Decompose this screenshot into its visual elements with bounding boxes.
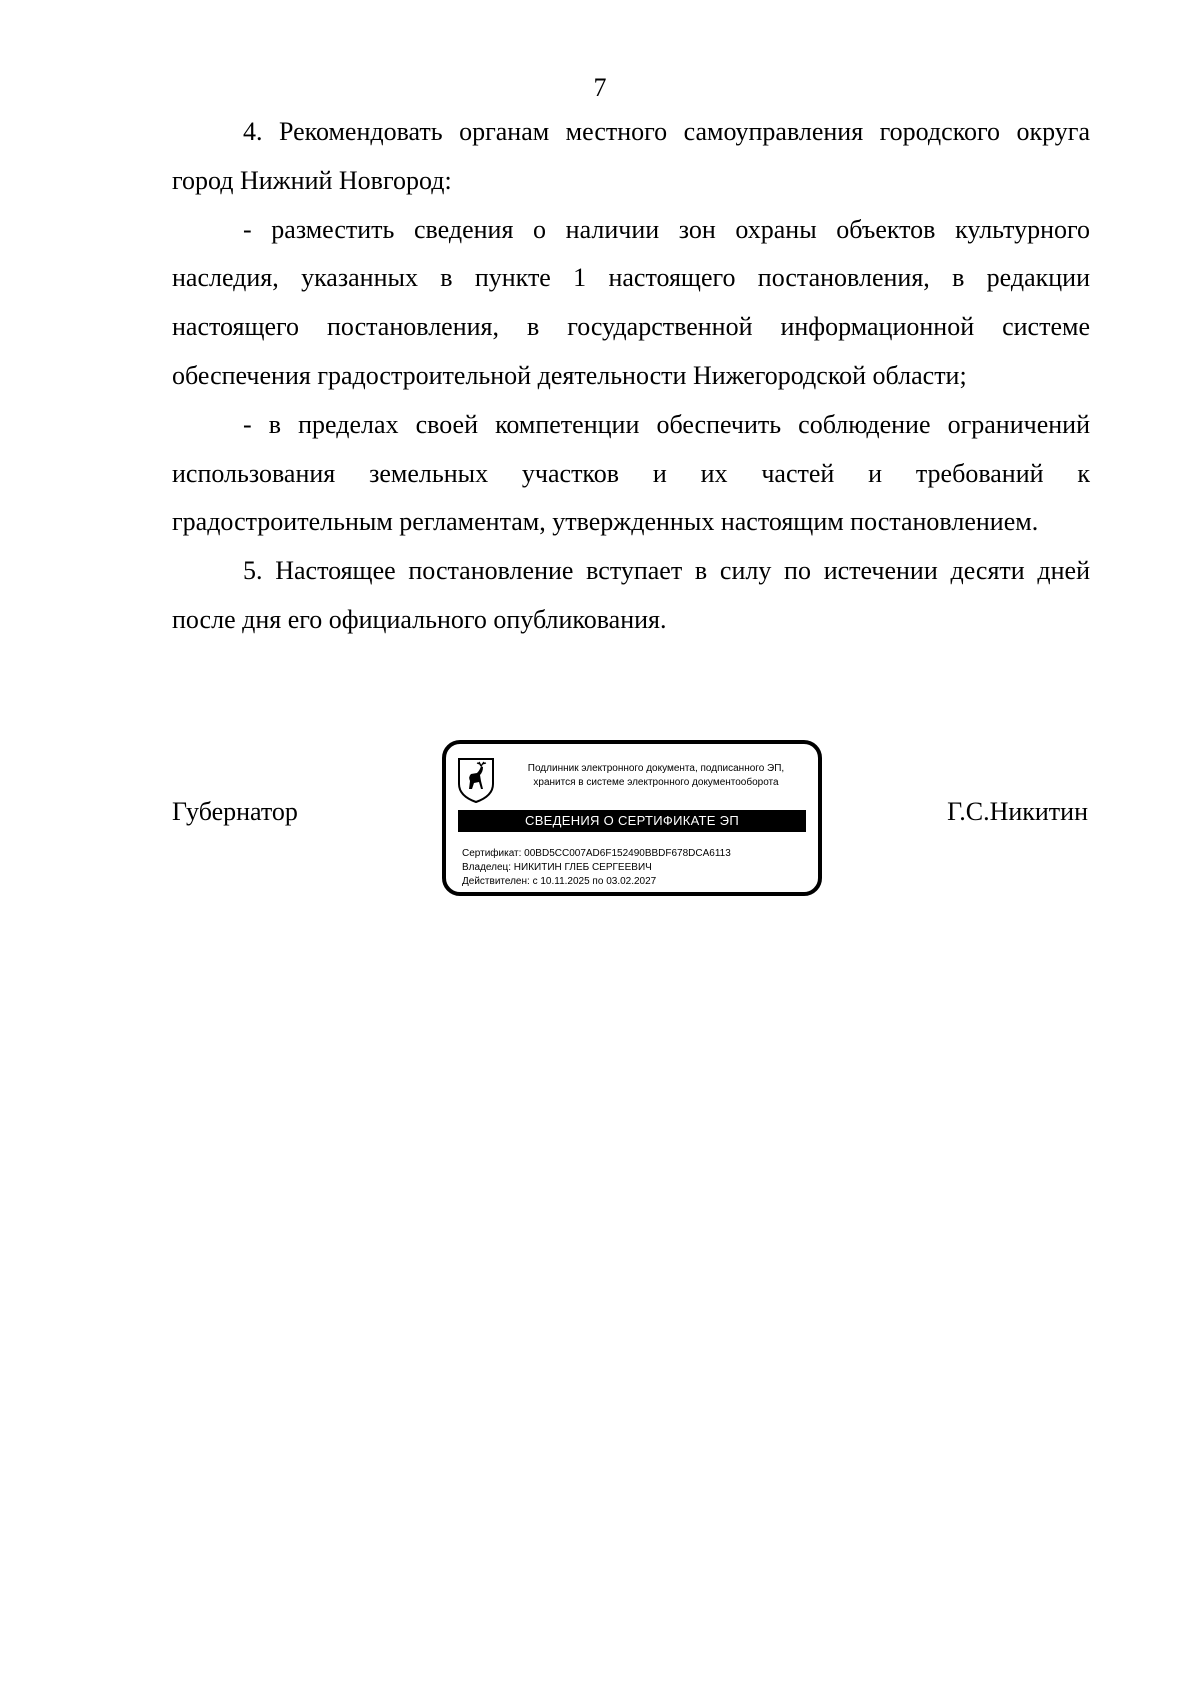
certificate-number: Сертификат: 00BD5CC007AD6F152490BBDF678DCA6113 [462, 848, 731, 859]
signature-block [0, 740, 1200, 900]
stamp-header-line: Подлинник электронного документа, подписанного ЭП, [527, 763, 785, 774]
signatory-name: Г.С.Никитин [947, 797, 1088, 826]
paragraph-item-5: 5. Настоящее постановление вступает в силу по истечении десяти дней после дня его официального опубликования. [172, 556, 1090, 634]
certificate-validity: Действителен: с 10.11.2025 по 03.02.2027 [462, 876, 657, 887]
document-body [172, 108, 1090, 645]
deer-coat-of-arms-icon [456, 756, 496, 804]
stamp-header [506, 762, 806, 790]
certificate-info-title: СВЕДЕНИЯ О СЕРТИФИКАТЕ ЭП [458, 810, 806, 832]
certificate-details [462, 847, 806, 889]
page-number: 7 [593, 73, 607, 102]
electronic-signature-stamp [442, 740, 822, 896]
stamp-header-line: хранится в системе электронного документооборота [533, 777, 779, 788]
paragraph-subitem-ensure-compliance: - в пределах своей компетенции обеспечить соблюдение ограничений использования земельных участков и их частей и требований к градостроительным регламентам, утвержденных настоящим постановлением. [172, 409, 1090, 537]
paragraph-item-4: 4. Рекомендовать органам местного самоуправления городского округа город Нижний Новгород: [172, 117, 1090, 195]
signatory-position: Губернатор [172, 797, 298, 826]
certificate-owner: Владелец: НИКИТИН ГЛЕБ СЕРГЕЕВИЧ [462, 862, 652, 873]
paragraph-subitem-publish-info: - разместить сведения о наличии зон охраны объектов культурного наследия, указанных в пункте 1 настоящего постановления, в редакции настоящего постановления, в государственной информационной системе обеспечения градостроительной деятельности Нижегородской области; [172, 214, 1090, 390]
